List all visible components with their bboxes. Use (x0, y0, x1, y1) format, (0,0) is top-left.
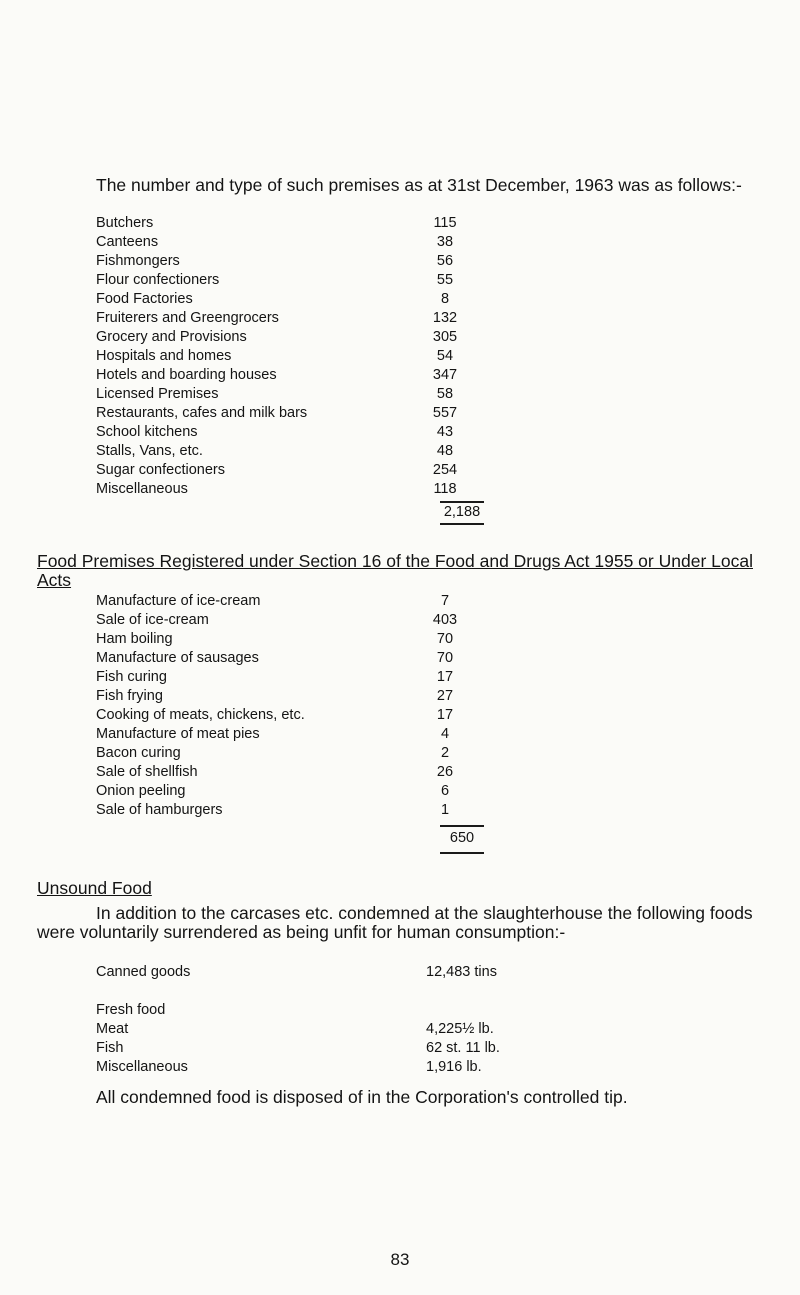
premises-row-value: 132 (432, 310, 458, 326)
registered-row-label: Manufacture of meat pies (96, 726, 260, 742)
registered-rule-top (440, 825, 484, 827)
premises-row-value: 305 (432, 329, 458, 345)
registered-row-label: Manufacture of sausages (96, 650, 259, 666)
misc-value: 1,916 lb. (426, 1059, 482, 1075)
registered-total: 650 (449, 830, 475, 846)
registered-row-label: Manufacture of ice-cream (96, 593, 261, 609)
unsound-paragraph: In addition to the carcases etc. condemned at the slaughterhouse the following foods were voluntarily surrendered as being unfit for human consumption:- (37, 903, 753, 942)
registered-row-value: 70 (436, 650, 454, 666)
premises-row-value: 55 (436, 272, 454, 288)
premises-row-label: Hospitals and homes (96, 348, 232, 364)
premises-row-value: 43 (436, 424, 454, 440)
registered-row-value: 7 (440, 593, 450, 609)
premises-row-label: Food Factories (96, 291, 193, 307)
unsound-heading: Unsound Food (37, 878, 152, 898)
premises-row-label: Miscellaneous (96, 481, 188, 497)
canned-value: 12,483 tins (426, 964, 497, 980)
premises-row-label: Fruiterers and Greengrocers (96, 310, 279, 326)
registered-row-value: 26 (436, 764, 454, 780)
registered-row-value: 70 (436, 631, 454, 647)
premises-total: 2,188 (443, 504, 481, 520)
page-number: 83 (390, 1250, 410, 1269)
premises-row-label: Stalls, Vans, etc. (96, 443, 203, 459)
premises-row-label: Fishmongers (96, 253, 180, 269)
premises-row-label: Grocery and Provisions (96, 329, 247, 345)
premises-row-label: Sugar confectioners (96, 462, 225, 478)
premises-row-value: 557 (432, 405, 458, 421)
registered-row-label: Sale of hamburgers (96, 802, 223, 818)
fish-label: Fish (96, 1040, 124, 1056)
premises-row-value: 115 (433, 215, 457, 231)
canned-label: Canned goods (96, 964, 191, 980)
registered-row-value: 27 (436, 688, 454, 704)
registered-heading: Food Premises Registered under Section 16 of the Food and Drugs Act 1955 or Under Local Acts (37, 551, 753, 590)
premises-row-label: Restaurants, cafes and milk bars (96, 405, 308, 421)
premises-row-value: 58 (436, 386, 454, 402)
fish-value: 62 st. 11 lb. (426, 1040, 500, 1056)
closing-paragraph: All condemned food is disposed of in the Corporation's controlled tip. (96, 1087, 628, 1107)
intro-paragraph: The number and type of such premises as at 31st December, 1963 was as follows:- (96, 175, 742, 195)
fresh-label: Fresh food (96, 1002, 166, 1018)
premises-row-label: Flour confectioners (96, 272, 220, 288)
registered-rule-bottom (440, 852, 484, 854)
registered-row-value: 1 (440, 802, 450, 818)
premises-row-value: 54 (436, 348, 454, 364)
premises-row-value: 38 (436, 234, 454, 250)
premises-row-label: Licensed Premises (96, 386, 219, 402)
registered-row-label: Sale of shellfish (96, 764, 198, 780)
meat-value: 4,225½ lb. (426, 1021, 494, 1037)
premises-row-value: 56 (436, 253, 454, 269)
registered-row-value: 17 (436, 669, 454, 685)
premises-row-value: 254 (432, 462, 458, 478)
registered-row-value: 6 (440, 783, 450, 799)
premises-row-label: Hotels and boarding houses (96, 367, 277, 383)
registered-row-label: Cooking of meats, chickens, etc. (96, 707, 305, 723)
premises-row-value: 118 (433, 481, 457, 497)
premises-row-label: Canteens (96, 234, 159, 250)
registered-row-value: 403 (432, 612, 458, 628)
registered-row-label: Onion peeling (96, 783, 186, 799)
premises-row-label: School kitchens (96, 424, 198, 440)
registered-row-label: Fish frying (96, 688, 163, 704)
registered-row-label: Sale of ice-cream (96, 612, 209, 628)
misc-label: Miscellaneous (96, 1059, 188, 1075)
premises-row-value: 8 (440, 291, 450, 307)
premises-row-label: Butchers (96, 215, 154, 231)
registered-row-value: 4 (440, 726, 450, 742)
registered-row-label: Bacon curing (96, 745, 181, 761)
premises-row-value: 347 (432, 367, 458, 383)
registered-row-label: Fish curing (96, 669, 167, 685)
meat-label: Meat (96, 1021, 129, 1037)
registered-row-value: 17 (436, 707, 454, 723)
registered-row-label: Ham boiling (96, 631, 173, 647)
premises-row-value: 48 (436, 443, 454, 459)
premises-rule-bottom (440, 523, 484, 525)
registered-row-value: 2 (440, 745, 450, 761)
